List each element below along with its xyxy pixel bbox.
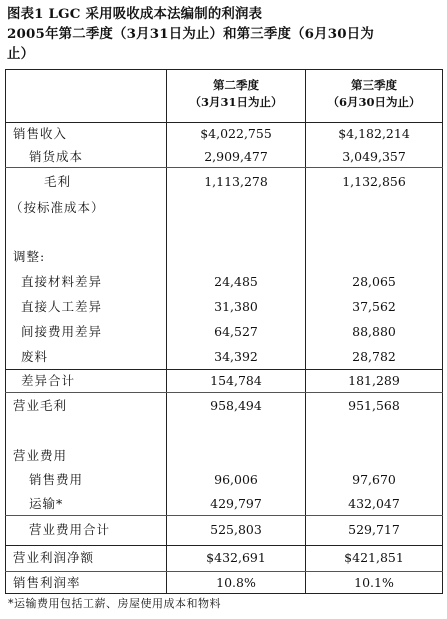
rule-before-net-income (5, 545, 443, 546)
title-line-3: 止） (7, 46, 35, 62)
row-label-scrap: 废料 (21, 349, 49, 364)
column-header-q3 (310, 77, 438, 111)
rule-before-margin (5, 571, 443, 572)
column-heading-q2: 第二季度 (213, 78, 259, 92)
cell-gross-margin-q3: 1,132,856 (342, 174, 406, 189)
header-rule (5, 122, 443, 123)
row-label-selling-expenses: 销售费用 (29, 472, 84, 487)
cell-labor-variance-q2: 31,380 (214, 299, 258, 314)
cell-total-variances-q3: 181,289 (348, 373, 400, 388)
rule-after-cogs (5, 167, 443, 168)
row-label-total-variances: 差异合计 (21, 373, 76, 388)
row-label-cogs: 销货成本 (29, 149, 84, 164)
row-label-standard-cost: （按标准成本） (10, 200, 105, 215)
cell-labor-variance-q3: 37,562 (352, 299, 396, 314)
cell-total-opex-q3: 529,717 (348, 522, 400, 537)
cell-gross-margin-q2: 1,113,278 (204, 174, 268, 189)
row-label-labor-variance: 直接人工差异 (21, 299, 103, 314)
cell-total-variances-q2: 154,784 (210, 373, 262, 388)
cell-selling-expenses-q2: 96,006 (214, 472, 258, 487)
cell-net-operating-income-q2: $432,691 (206, 550, 266, 565)
cell-operating-gross-margin-q3: 951,568 (348, 398, 400, 413)
rule-after-variance-total (5, 392, 443, 393)
rule-before-variance-total (5, 369, 443, 370)
cell-material-variance-q3: 28,065 (352, 274, 396, 289)
title-line-1: 图表1 LGC 采用吸收成本法编制的利润表 (7, 6, 263, 22)
row-label-total-opex: 营业费用合计 (29, 522, 111, 537)
cell-selling-expenses-q3: 97,670 (352, 472, 396, 487)
cell-sales-q3: $4,182,214 (338, 126, 410, 141)
table-title (7, 4, 443, 64)
row-label-gross-margin: 毛利 (44, 174, 72, 189)
cell-shipping-q3: 432,047 (348, 496, 400, 511)
row-label-net-operating-income: 营业利润净额 (13, 550, 95, 565)
column-subheading-q2: （3月31日为止） (189, 95, 283, 109)
cell-cogs-q3: 3,049,357 (342, 149, 406, 164)
cell-sales-q2: $4,022,755 (200, 126, 272, 141)
row-label-operating-gross-margin: 营业毛利 (13, 398, 68, 413)
footnote: *运输费用包括工薪、房屋使用成本和物料 (8, 597, 221, 610)
cell-scrap-q3: 28,782 (352, 349, 396, 364)
row-label-material-variance: 直接材料差异 (21, 274, 103, 289)
cell-operating-gross-margin-q2: 958,494 (210, 398, 262, 413)
cell-overhead-variance-q2: 64,527 (214, 324, 258, 339)
cell-total-opex-q2: 525,803 (210, 522, 262, 537)
cell-material-variance-q2: 24,485 (214, 274, 258, 289)
row-label-sales-margin: 销售利润率 (13, 575, 81, 590)
title-line-2: 2005年第二季度（3月31日为止）和第三季度（6月30日为 (7, 26, 374, 42)
row-label-overhead-variance: 间接费用差异 (21, 324, 103, 339)
column-subheading-q3: （6月30日为止） (327, 95, 421, 109)
cell-shipping-q2: 429,797 (210, 496, 262, 511)
row-label-adjustments: 调整: (13, 249, 46, 264)
cell-cogs-q2: 2,909,477 (204, 149, 268, 164)
row-label-sales: 销售收入 (13, 126, 68, 141)
cell-sales-margin-q2: 10.8% (216, 575, 256, 590)
cell-sales-margin-q3: 10.1% (354, 575, 394, 590)
column-header-q2 (172, 77, 300, 111)
rule-before-opex-total (5, 515, 443, 516)
row-label-shipping: 运输* (29, 496, 64, 511)
cell-overhead-variance-q3: 88,880 (352, 324, 396, 339)
cell-net-operating-income-q3: $421,851 (344, 550, 404, 565)
column-heading-q3: 第三季度 (351, 78, 397, 92)
row-label-operating-expenses: 营业费用 (13, 448, 68, 463)
cell-scrap-q2: 34,392 (214, 349, 258, 364)
